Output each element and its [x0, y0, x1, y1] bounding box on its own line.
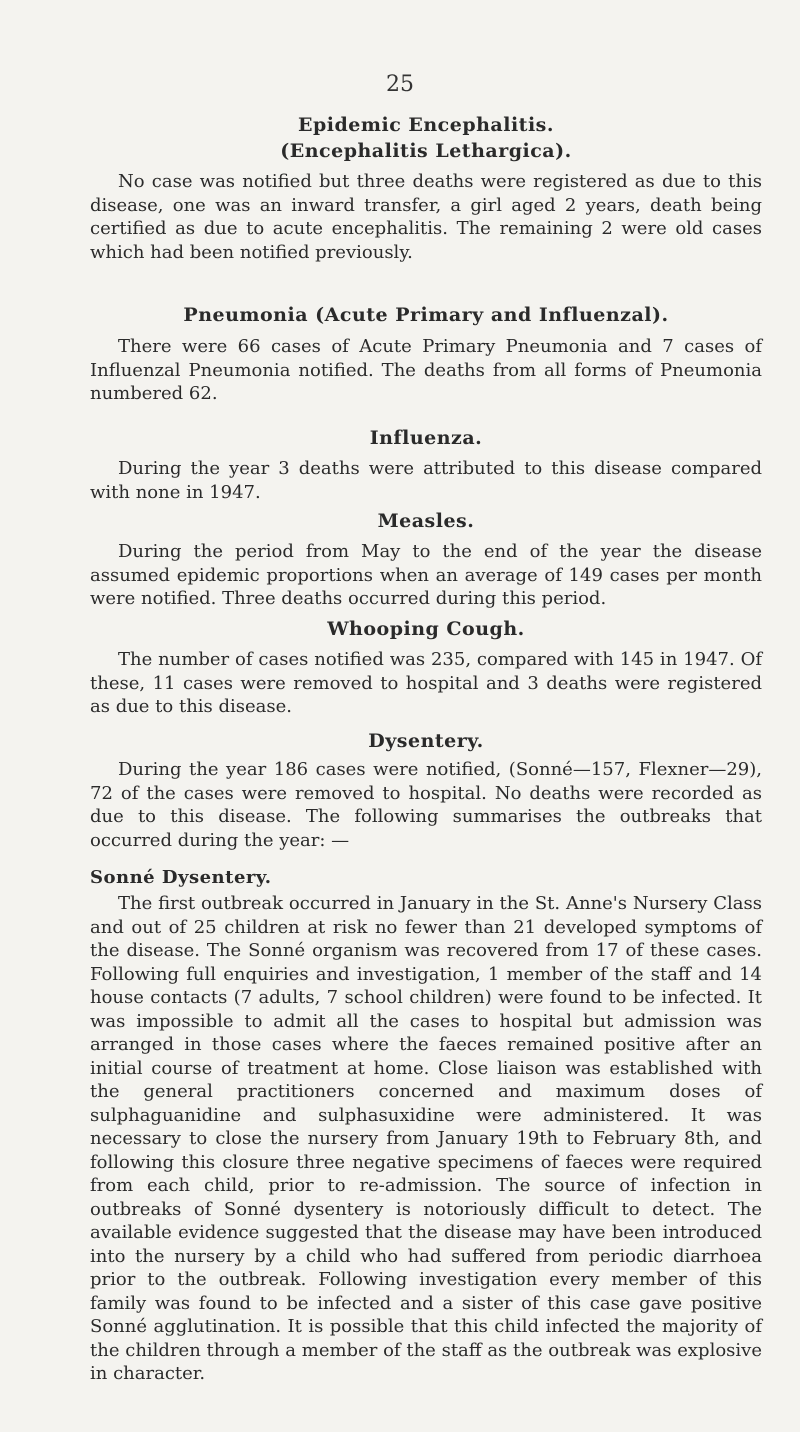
- heading-dysentery: Dysentery.: [368, 730, 484, 752]
- subheading-encephalitis: (Encephalitis Lethargica).: [280, 140, 572, 162]
- text-encephalitis: No case was notified but three deaths were registered as due to this disease, one was an inward transfer, a girl aged 2 years, death being certified as due to acute encephalitis. The remaining 2 were old cases which had been notified previously.: [90, 171, 762, 263]
- text-influenza: During the year 3 deaths were attributed to this disease compared with none in 1947.: [90, 458, 762, 503]
- text-dysentery: During the year 186 cases were notified, (Sonné—157, Flexner—29), 72 of the cases were removed to hospital. No deaths were recorded as due to this disease. The following summarises the outbreaks that occurred during the year: —: [90, 759, 762, 851]
- section-influenza: [90, 425, 762, 504]
- heading-pneumonia: Pneumonia (Acute Primary and Influenzal).: [183, 304, 669, 326]
- section-whooping-cough: [90, 616, 762, 719]
- heading-measles: Measles.: [377, 510, 475, 532]
- heading-whooping-cough: Whooping Cough.: [327, 618, 525, 640]
- heading-sonne-dysentery: Sonné Dysentery.: [90, 867, 272, 888]
- section-dysentery: [90, 728, 762, 852]
- section-sonne-dysentery: [90, 866, 762, 1386]
- text-whooping-cough: The number of cases notified was 235, compared with 145 in 1947. Of these, 11 cases were removed to hospital and 3 deaths were registered as due to this disease.: [90, 649, 762, 717]
- heading-influenza: Influenza.: [369, 427, 483, 449]
- text-sonne-dysentery: The first outbreak occurred in January in the St. Anne's Nursery Class and out of 25 children at risk no fewer than 21 developed symptoms of the disease. The Sonné organism was recovered from 17 of these cases. Following full enquiries and investigation, 1 member of the staff and 14 house contacts (7 adults, 7 school children) were found to be infected. It was impossible to admit all the cases to hospital but admission was arranged in those cases where the faeces remained positive after an initial course of treatment at home. Close liaison was established with the general practitioners concerned and maximum doses of sulphaguanidine and sulphasuxidine were administered. It was necessary to close the nursery from January 19th to February 8th, and following this closure three negative specimens of faeces were required from each child, prior to re-admission. The source of infection in outbreaks of Sonné dysentery is notoriously difficult to detect. The available evidence suggested that the disease may have been introduced into the nursery by a child who had suffered from periodic diarrhoea prior to the outbreak. Following investigation every member of this family was found to be infected and a sister of this case gave positive Sonné agglutination. It is possible that this child infected the majority of the children through a member of the staff as the outbreak was explosive in character.: [90, 893, 762, 1384]
- section-pneumonia: [90, 302, 762, 406]
- heading-encephalitis: Epidemic Encephalitis.: [298, 114, 554, 136]
- section-encephalitis: [90, 112, 762, 264]
- text-pneumonia: There were 66 cases of Acute Primary Pneumonia and 7 cases of Influenzal Pneumonia notified. The deaths from all forms of Pneumonia numbered 62.: [90, 336, 762, 404]
- page-number: 25: [386, 72, 414, 97]
- text-measles: During the period from May to the end of the year the disease assumed epidemic proportions when an average of 149 cases per month were notified. Three deaths occurred during this period.: [90, 541, 762, 609]
- section-measles: [90, 508, 762, 611]
